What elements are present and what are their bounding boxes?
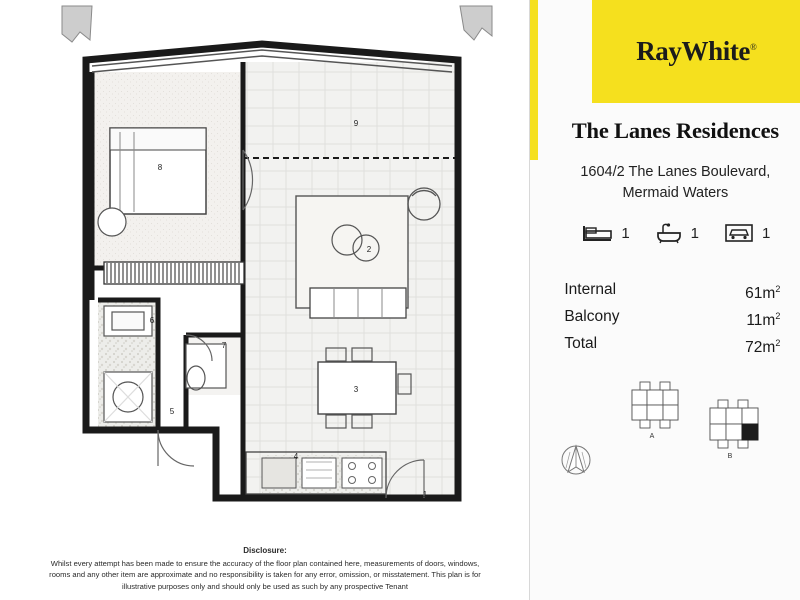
room-number-9: 9: [353, 119, 359, 128]
logo-text-ray: Ray: [636, 36, 682, 66]
logo-registered-mark: ®: [750, 42, 757, 52]
bathrooms-count: 1: [690, 224, 700, 242]
disclosure-line-1: Whilst every attempt has been made to ensure the accuracy of the floor plan contained here, measurements of doors, windows,: [50, 558, 480, 568]
area-row-internal: [564, 278, 780, 305]
raywhite-logo: [592, 0, 800, 103]
area-value-balcony: $11m^2$: [746, 311, 781, 330]
listing-info-pane: [529, 0, 800, 600]
bath-icon: [656, 222, 682, 244]
room-number-4: 4: [293, 452, 299, 461]
area-row-total: [564, 332, 780, 359]
room-number-3: 3: [353, 385, 359, 394]
listing-address: [550, 162, 800, 204]
carspaces-count: 1: [762, 224, 771, 242]
compass-icon: [562, 446, 590, 474]
disclosure-line-2: rooms and any other item are approximate and no responsibility is taken for any error, omission, or misstatement. This plan is for: [49, 570, 481, 579]
feature-bedrooms: [582, 223, 629, 243]
room-number-7: 7: [221, 341, 227, 350]
keyplan-unit-highlight: [742, 424, 758, 440]
logo-text-white: White: [681, 36, 751, 66]
area-row-balcony: [564, 305, 780, 332]
room-number-2: 2: [366, 245, 372, 254]
bed-icon: [582, 223, 612, 243]
bedrooms-count: 1: [621, 224, 630, 242]
page-title: The Lanes Residences: [571, 118, 779, 143]
key-plan-diagram: [540, 368, 790, 498]
disclosure-heading: Disclosure:: [243, 546, 287, 555]
area-label-balcony: Balcony: [564, 308, 620, 326]
area-value-total: $72m^2$: [745, 338, 781, 357]
area-label-internal: Internal: [564, 281, 617, 298]
address-line-2: Mermaid Waters: [622, 185, 729, 201]
kitchen-fittings: [246, 452, 386, 494]
keyplan-block-b: [710, 400, 758, 460]
room-number-1: 1: [422, 490, 428, 499]
room-number-6: 6: [149, 316, 155, 325]
awning-marks: [62, 6, 492, 42]
disclosure-text: [0, 545, 530, 592]
svg-text:B: B: [728, 453, 733, 460]
accent-bar: [530, 0, 538, 160]
area-label-total: Total: [564, 335, 598, 353]
disclosure-line-3: illustrative purposes only and should only be used as such by any prospective Tenant: [121, 581, 409, 591]
area-value-internal: $61m^2$: [745, 284, 781, 303]
feature-icons-row: [552, 222, 800, 244]
svg-text:A: A: [650, 433, 655, 440]
feature-bathrooms: [656, 222, 699, 244]
room-number-8: 8: [157, 163, 163, 172]
car-icon: [725, 223, 753, 243]
address-line-1: 1604/2 The Lanes Boulevard,: [580, 164, 771, 180]
feature-carspaces: [725, 223, 770, 243]
room-number-5: 5: [169, 407, 175, 416]
keyplan-block-a: [632, 382, 678, 440]
area-summary: [564, 278, 780, 359]
